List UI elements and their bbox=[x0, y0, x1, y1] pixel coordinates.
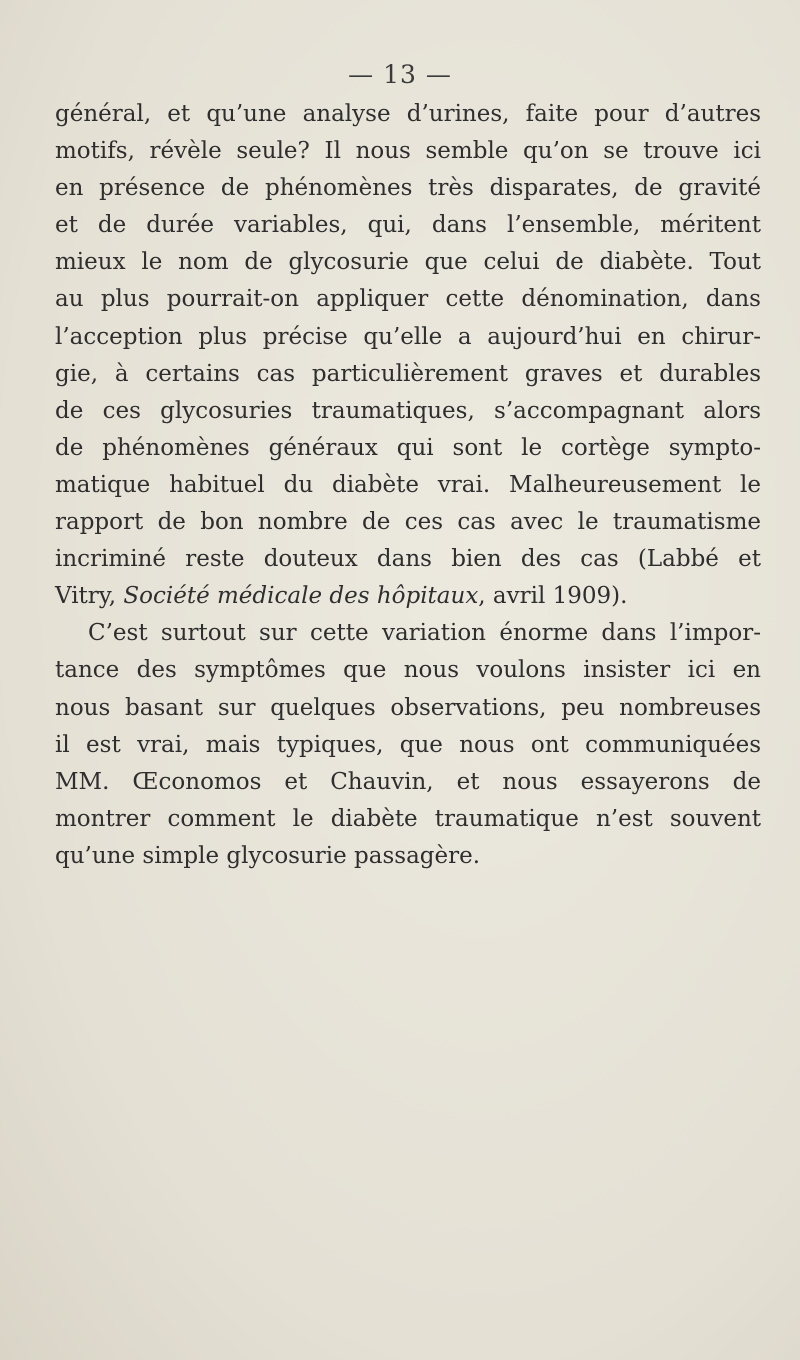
citation-line bbox=[55, 578, 761, 615]
text-line: l’acception plus précise qu’elle a aujourd’hui en chirur- bbox=[55, 323, 761, 350]
text-line: et de durée variables, qui, dans l’ensemble, méritent bbox=[55, 212, 761, 239]
text-line: il est vrai, mais typiques, que nous ont communiquées bbox=[55, 731, 761, 758]
text-line: incriminé reste douteux dans bien des cas (Labbé et bbox=[55, 546, 761, 573]
text-line: montrer comment le diabète traumatique n’est souvent bbox=[55, 805, 761, 832]
citation-journal: Société médicale des hôpitaux bbox=[123, 583, 479, 610]
text-line: gie, à certains cas particulièrement graves et durables bbox=[55, 360, 761, 387]
citation-prefix: Vitry, bbox=[55, 583, 124, 610]
text-line: au plus pourrait-on appliquer cette dénomination, dans bbox=[55, 286, 761, 313]
body-text bbox=[55, 96, 761, 875]
text-line: en présence de phénomènes très disparates, de gravité bbox=[55, 175, 761, 202]
citation-suffix: , avril 1909). bbox=[478, 583, 628, 610]
page-number: — 13 — bbox=[348, 60, 452, 89]
text-line: de ces glycosuries traumatiques, s’accompagnant alors bbox=[55, 397, 761, 424]
text-line: motifs, révèle seule? Il nous semble qu’on se trouve ici bbox=[55, 138, 761, 165]
text-line: C’est surtout sur cette variation énorme dans l’impor- bbox=[88, 620, 761, 647]
text-line: tance des symptômes que nous voulons insister ici en bbox=[55, 657, 761, 684]
text-line: matique habituel du diabète vrai. Malheureusement le bbox=[55, 471, 761, 498]
text-line: mieux le nom de glycosurie que celui de diabète. Tout bbox=[55, 249, 761, 276]
text-line: de phénomènes généraux qui sont le cortège sympto- bbox=[55, 434, 761, 461]
text-line: rapport de bon nombre de ces cas avec le traumatisme bbox=[55, 509, 761, 536]
text-line: MM. Œconomos et Chauvin, et nous essayerons de bbox=[55, 768, 761, 795]
text-line: qu’une simple glycosurie passagère. bbox=[55, 842, 481, 869]
text-line: nous basant sur quelques observations, peu nombreuses bbox=[55, 694, 761, 721]
text-line: général, et qu’une analyse d’urines, faite pour d’autres bbox=[55, 101, 761, 127]
